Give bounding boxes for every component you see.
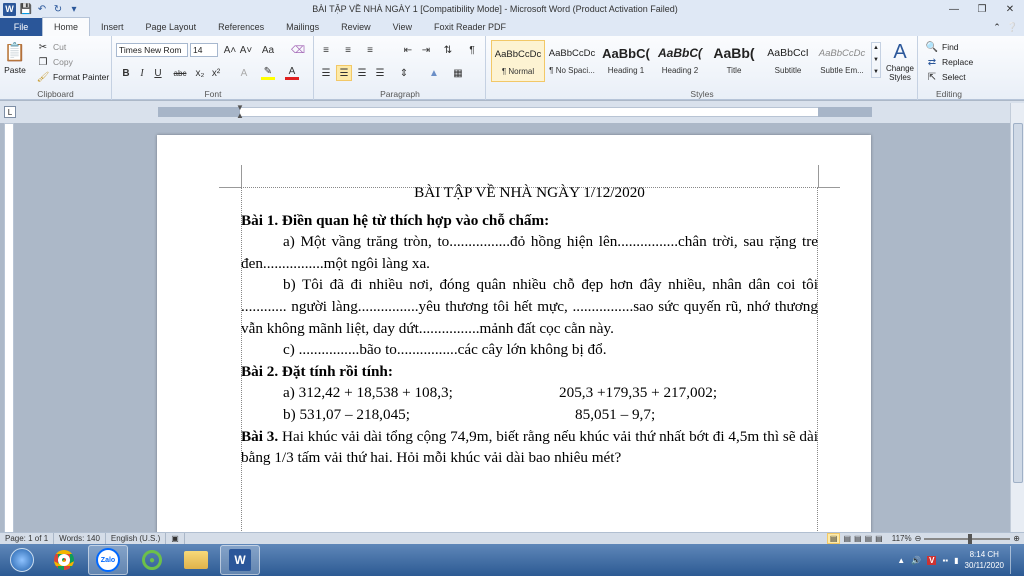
document-page[interactable]: [157, 135, 871, 535]
zalo-icon: Zalo: [96, 548, 120, 572]
document-title: BÀI TẬP VỀ NHÀ NGÀY 1/12/2020: [414, 184, 645, 201]
style-heading-1[interactable]: AaBbC( Heading 1: [602, 45, 650, 75]
bai2-heading: Bài 2. Đặt tính rồi tính:: [241, 362, 393, 380]
scissors-icon: ✂: [38, 41, 48, 53]
status-bar: [0, 532, 1024, 544]
bai3-text: Hai khúc vải dài tổng cộng 74,9m, biết rằng nếu khúc vải thứ nhất bớt đi 4,5m thì sẽ dài bằng 1/3 tấm vải thứ hai. Hỏi mỗi khúc vải dài bao nhiêu mét?: [241, 427, 818, 467]
signal-icon[interactable]: ▮: [954, 555, 959, 565]
font-name-box[interactable]: Times New Rom: [116, 43, 188, 57]
grow-font-button[interactable]: [223, 43, 237, 57]
indent-marker[interactable]: ▼ ▲: [236, 103, 244, 120]
tab-insert[interactable]: Insert: [101, 22, 124, 32]
tray-expand-icon[interactable]: ▲: [897, 555, 906, 565]
system-tray: [897, 546, 1024, 574]
replace-button[interactable]: ⇄ Replace: [925, 55, 973, 69]
start-button[interactable]: [4, 545, 40, 575]
tab-page-layout[interactable]: Page Layout: [145, 22, 197, 32]
font-size-box[interactable]: 14: [190, 43, 218, 57]
close-button[interactable]: ✕: [1005, 3, 1015, 15]
taskbar-chrome[interactable]: [44, 545, 84, 575]
align-center-button[interactable]: [336, 65, 352, 81]
show-desktop[interactable]: [1010, 546, 1018, 574]
tab-foxit-reader-pdf[interactable]: Foxit Reader PDF: [434, 22, 507, 32]
subscript-button[interactable]: [193, 66, 207, 80]
bai2-b2: 85,051 – 9,7;: [575, 405, 656, 423]
subscript-icon: x₂: [195, 67, 205, 79]
show-formatting-button[interactable]: [465, 43, 479, 57]
ruler-bar: [0, 101, 1024, 123]
taskbar-app[interactable]: [132, 545, 172, 575]
volume-icon[interactable]: 🔊: [911, 555, 922, 565]
macro-icon[interactable]: ▣: [166, 533, 185, 544]
ribbon: [0, 36, 1024, 100]
horizontal-ruler[interactable]: [158, 107, 872, 117]
align-center-icon: ☰: [339, 67, 349, 79]
paste-icon: 📋: [3, 41, 27, 62]
strikethrough-icon: abc: [173, 68, 187, 78]
bold-button[interactable]: [119, 66, 133, 80]
window-title: BÀI TẬP VỀ NHÀ NGÀY 1 [Compatibility Mode] - Microsoft Word (Product Activation Failed): [312, 4, 678, 14]
highlight-icon: ✎: [261, 66, 275, 80]
bai2-b-row: [241, 404, 818, 426]
highlight-button[interactable]: [261, 66, 275, 80]
bai1-heading: Bài 1. Điền quan hệ từ thích hợp vào chỗ chấm:: [241, 211, 550, 229]
justify-icon: ☰: [375, 67, 385, 79]
save-icon[interactable]: 💾: [19, 3, 33, 15]
taskbar: [0, 544, 1024, 576]
taskbar-word[interactable]: [220, 545, 260, 575]
zoom-out-icon[interactable]: ⊖: [914, 534, 922, 543]
bai1-c: c) ................bão to................các cây lớn không bị đổ.: [283, 341, 607, 359]
sort-button[interactable]: [441, 43, 455, 57]
restore-button[interactable]: ❐: [977, 3, 987, 15]
taskbar-explorer[interactable]: [176, 545, 216, 575]
justify-button[interactable]: [373, 66, 387, 80]
word-taskbar-icon: W: [229, 549, 251, 571]
clock[interactable]: 8:14 CH 30/11/2020: [964, 550, 1004, 570]
font-group: [113, 36, 314, 100]
chevron-up-icon: ▲: [873, 44, 879, 51]
styles-group-label: Styles: [690, 89, 714, 99]
document-body[interactable]: [241, 182, 818, 469]
bullets-icon: ≡: [323, 44, 329, 56]
styles-group: [487, 36, 918, 100]
tab-mailings[interactable]: Mailings: [286, 22, 320, 32]
increase-indent-icon: ⇥: [421, 44, 431, 56]
zoom-slider[interactable]: [924, 538, 1010, 540]
quick-access-toolbar: [0, 3, 110, 16]
chrome-icon: [54, 550, 74, 570]
outline-icon[interactable]: ▤: [864, 534, 873, 543]
clear-formatting-icon: ⌫: [290, 44, 306, 56]
replace-icon: ⇄: [927, 56, 937, 68]
undo-icon[interactable]: ↶: [37, 3, 47, 15]
vertical-scrollbar[interactable]: [1010, 103, 1024, 532]
ruler-left-margin: [158, 107, 240, 117]
style-no-spacing[interactable]: AaBbCcDc ¶ No Spaci...: [548, 47, 596, 75]
underline-icon: U: [154, 67, 162, 79]
ribbon-tabs: [0, 18, 1024, 36]
bai2-a2: 205,3 +179,35 + 217,002;: [559, 384, 718, 402]
draft-icon[interactable]: ▤: [875, 534, 883, 543]
grow-font-icon: A˄: [223, 44, 237, 56]
change-styles-button[interactable]: A Change Styles: [885, 40, 915, 82]
network-icon[interactable]: ▪▪: [942, 555, 949, 565]
paintbrush-icon: 🖌: [36, 71, 50, 83]
paragraph-group: [315, 36, 486, 100]
italic-icon: I: [140, 67, 144, 79]
superscript-button[interactable]: [209, 66, 223, 80]
line-spacing-button[interactable]: [397, 66, 411, 80]
decrease-indent-icon: ⇤: [403, 44, 413, 56]
language[interactable]: English (U.S.): [106, 533, 166, 544]
pilcrow-icon: ¶: [469, 44, 475, 56]
page-count[interactable]: Page: 1 of 1: [0, 533, 54, 544]
shading-button[interactable]: [427, 66, 441, 80]
customize-toolbar-icon[interactable]: ▾: [71, 3, 77, 15]
tab-home[interactable]: Home: [42, 17, 90, 36]
bai3-paragraph: [241, 426, 818, 469]
bai2-a-row: [241, 382, 818, 404]
vertical-ruler[interactable]: [4, 123, 14, 533]
align-left-button[interactable]: [319, 66, 333, 80]
tab-review[interactable]: Review: [341, 22, 371, 32]
zoom-level[interactable]: 117%: [891, 534, 912, 543]
text-effects-icon: A: [240, 67, 248, 79]
increase-indent-button[interactable]: [419, 43, 433, 57]
cut-button[interactable]: ✂ Cut: [36, 40, 66, 54]
style-title[interactable]: AaBb( Title: [713, 45, 755, 75]
font-color-button[interactable]: [285, 66, 299, 80]
strikethrough-button[interactable]: [173, 66, 187, 80]
paragraph-group-label: Paragraph: [380, 89, 420, 99]
bai3-label: Bài 3.: [241, 427, 279, 445]
zoom-in-icon[interactable]: ⊕: [1013, 534, 1020, 543]
align-right-button[interactable]: [355, 66, 369, 80]
bai2-a1: a) 312,42 + 18,538 + 108,3;: [283, 384, 453, 402]
styles-gallery-scroll[interactable]: [871, 42, 881, 78]
text-effects-button[interactable]: [237, 66, 251, 80]
ruler-right-margin: [818, 107, 872, 117]
zoom-slider-thumb[interactable]: [968, 534, 972, 544]
print-layout-icon[interactable]: ▤: [827, 533, 841, 544]
copy-button[interactable]: ❐ Copy: [36, 55, 73, 69]
line-spacing-icon: ⇕: [399, 67, 409, 79]
style-subtle-emphasis[interactable]: AaBbCcDc Subtle Em...: [818, 47, 866, 75]
windows-logo-icon: [10, 548, 34, 572]
style-normal[interactable]: AaBbCcDc ¶ Normal: [491, 40, 545, 82]
scroll-thumb[interactable]: [1013, 123, 1023, 483]
minimize-button[interactable]: —: [949, 3, 959, 15]
folder-icon: [184, 551, 208, 569]
borders-button[interactable]: [451, 66, 465, 80]
tab-view[interactable]: View: [392, 22, 412, 32]
shrink-font-button[interactable]: [239, 43, 253, 57]
clipboard-group: [0, 36, 112, 100]
title-bar: [0, 0, 1024, 18]
antivirus-icon[interactable]: V: [929, 555, 935, 565]
tab-file[interactable]: File: [0, 18, 42, 36]
change-styles-icon: A: [893, 40, 907, 63]
clipboard-group-label: Clipboard: [37, 89, 74, 99]
select-button[interactable]: ⇱ Select: [925, 70, 966, 84]
decrease-indent-button[interactable]: [401, 43, 415, 57]
minimize-ribbon-icon[interactable]: ⌃: [993, 21, 1001, 32]
font-color-icon: A: [285, 66, 299, 80]
find-button[interactable]: 🔍 Find: [925, 41, 959, 53]
italic-button[interactable]: [135, 66, 149, 80]
taskbar-zalo[interactable]: [88, 545, 128, 575]
bold-icon: B: [122, 67, 130, 79]
cursor-icon: ⇱: [927, 71, 937, 83]
word-count[interactable]: Words: 140: [54, 533, 106, 544]
redo-icon[interactable]: ↻: [53, 3, 63, 15]
paint-bucket-icon: ▲: [429, 67, 439, 79]
web-layout-icon[interactable]: ▤: [854, 534, 862, 543]
bai1-a: a) Một vầng trăng tròn, to................đỏ hồng hiện lên................chân trời, sau rặng tre đen................một ngôi làng xa.: [241, 233, 818, 272]
style-subtitle[interactable]: AaBbCcI Subtitle: [767, 47, 809, 75]
binoculars-icon: 🔍: [925, 41, 939, 53]
shrink-font-icon: A˅: [239, 44, 253, 56]
style-heading-2[interactable]: AaBbC( Heading 2: [658, 46, 702, 75]
paste-button[interactable]: 📋 Paste: [3, 41, 27, 75]
format-painter-button[interactable]: 🖌 Format Painter: [36, 71, 110, 83]
chevron-down-icon: ▼: [873, 56, 879, 63]
borders-icon: ▦: [453, 67, 463, 79]
change-case-button[interactable]: [261, 43, 275, 57]
underline-button[interactable]: [151, 66, 165, 80]
editing-group: [919, 36, 979, 100]
superscript-icon: x²: [211, 67, 221, 79]
bai1-b: b) Tôi đã đi nhiều nơi, đóng quân nhiều chỗ đẹp hơn đây nhiều, nhân dân coi tôi ............ người làng................yêu thương tôi hết mực, ................sao sức quyến rũ, nhớ thương vẫn không mãnh liệt, day dứt................mảnh đất cọc cằn này.: [241, 276, 818, 337]
clear-formatting-button[interactable]: [291, 43, 305, 57]
tab-references[interactable]: References: [218, 22, 265, 32]
green-app-icon: ●: [142, 550, 162, 570]
word-app-icon[interactable]: W: [3, 3, 16, 16]
multilevel-list-button[interactable]: [363, 43, 377, 57]
tab-selector[interactable]: L: [4, 106, 16, 118]
multilevel-list-icon: ≡: [367, 44, 373, 56]
change-case-icon: Aa: [261, 44, 275, 56]
font-group-label: Font: [204, 89, 222, 99]
numbering-button[interactable]: [341, 43, 355, 57]
align-left-icon: ☰: [321, 67, 331, 79]
sort-icon: ⇅: [443, 44, 453, 56]
bai2-b1: b) 531,07 – 218,045;: [283, 405, 410, 423]
bullets-button[interactable]: [319, 43, 333, 57]
numbering-icon: ≡: [345, 44, 351, 56]
copy-icon: ❐: [38, 56, 48, 68]
full-screen-reading-icon[interactable]: ▤: [843, 534, 852, 543]
more-styles-icon: ▼: [873, 69, 879, 76]
help-icon[interactable]: ❔: [1006, 21, 1018, 32]
editing-group-label: Editing: [936, 89, 962, 99]
align-right-icon: ☰: [357, 67, 367, 79]
